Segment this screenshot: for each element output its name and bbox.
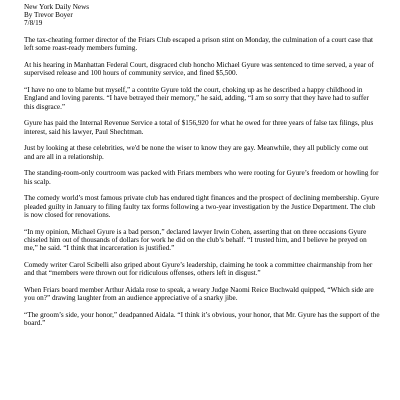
paragraph: “In my opinion, Michael Gyure is a bad person,” declared lawyer Irwin Cohen, asserting that on three occasions Gyure chiseled him out of thousands of dollars for work he did on the club’s behalf. “I trusted him, and I believe he preyed on me,” he said. “I think that incarceration is justified.” xyxy=(24,227,367,253)
article-header xyxy=(24,3,380,28)
article-date: 7/8/19 xyxy=(24,19,43,28)
paragraph: “The groom’s side, your honor,” deadpanned Aidala. “I think it’s obvious, your honor, that Mr. Gyure has the support of the board.” xyxy=(24,310,380,328)
byline: By Trevor Boyer xyxy=(24,11,73,20)
paragraph: When Friars board member Arthur Aidala rose to speak, a weary Judge Naomi Reice Buchwald quipped, “Which side are you on?” drawing laughter from an audience appreciative of a snarky jibe. xyxy=(24,285,374,303)
publication-name: New York Daily News xyxy=(24,3,90,11)
paragraph: The standing-room-only courtroom was packed with Friars members who were rooting for Gyure’s freedom or howling for his scalp. xyxy=(24,169,379,186)
paragraph: The tax-cheating former director of the Friars Club escaped a prison stint on Monday, the culmination of a court case that left some roast-ready members fuming. xyxy=(24,36,374,53)
article-body xyxy=(24,3,380,336)
paragraph: “I have no one to blame but myself,” a contrite Gyure told the court, choking up as he described a happy childhood in England and loving parents. “I have betrayed their memory,” he said, adding, “I am so sorry that they have had to suffer this disgrace.” xyxy=(24,86,369,111)
paragraph: Comedy writer Carol Scibelli also griped about Gyure’s leadership, claiming he took a committee chairmanship from her and that “members were thrown out for ridiculous offenses, others left in disgust.” xyxy=(24,260,373,278)
paragraph: Gyure has paid the Internal Revenue Service a total of $156,920 for what he owed for three years of false tax filings, plus interest, said his lawyer, Paul Shechtman. xyxy=(24,119,374,136)
paragraph: The comedy world’s most famous private club has endured tight finances and the prospect of declining membership. Gyure pleaded guilty in January to filing faulty tax forms following a two-year investigation by the Justice Department. The club is now closed for renovations. xyxy=(24,194,379,219)
paragraph: At his hearing in Manhattan Federal Court, disgraced club honcho Michael Gyure was sentenced to time served, a year of supervised release and 100 hours of community service, and fined $5,500. xyxy=(24,61,374,78)
paragraph: Just by looking at these celebrities, we'd be none the wiser to know they are gay. Meanwhile, they all publicly come out and are all in a relationship. xyxy=(24,144,369,161)
